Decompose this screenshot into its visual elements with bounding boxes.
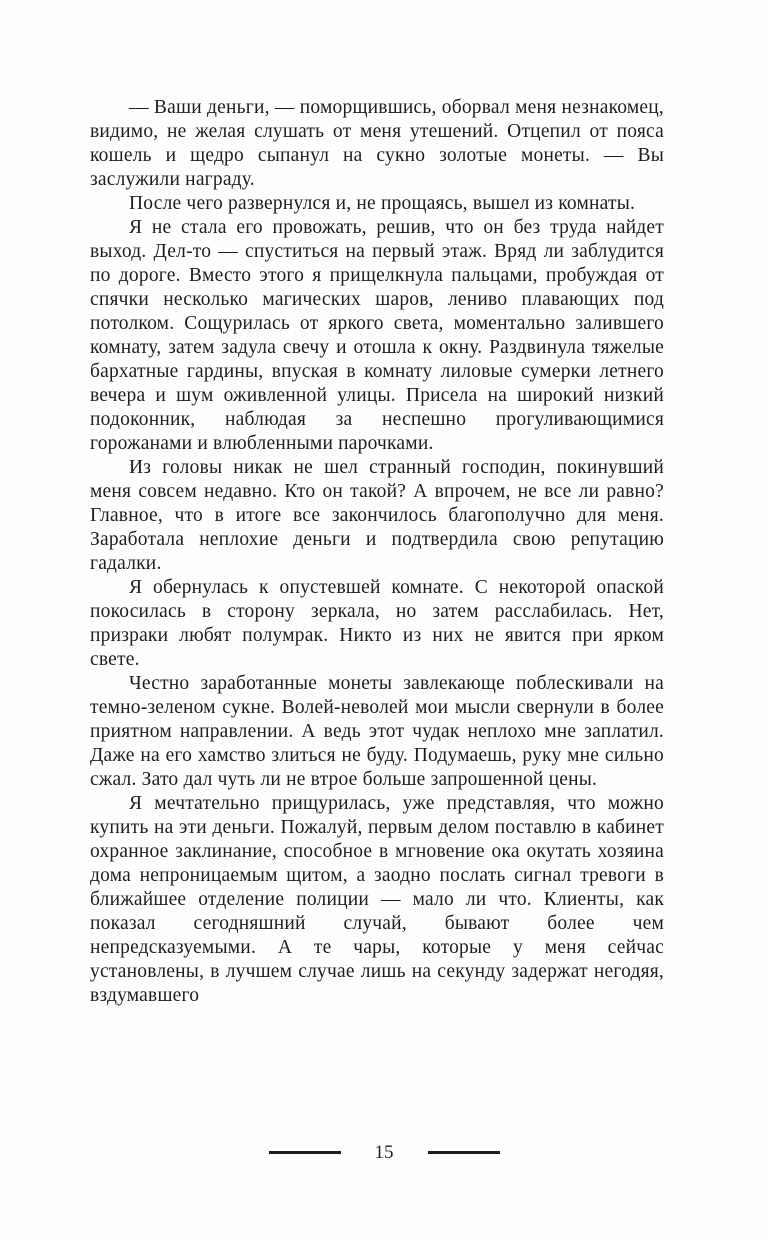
- paragraph: Из головы никак не шел странный господин, покинувший меня совсем недавно. Кто он такой? А впрочем, не все ли равно? Главное, что в итоге все закончилось благополучно для меня. Заработала неплохие деньги и подтвердила свою репутацию гадалки.: [90, 457, 664, 574]
- paragraph: — Ваши деньги, — поморщившись, оборвал меня незнакомец, видимо, не желая слушать от меня утешений. Отцепил от пояса кошель и щедро сыпанул на сукно золотые монеты. — Вы заслужили награду.: [90, 97, 664, 190]
- paragraph: Честно заработанные монеты завлекающе поблескивали на темно-зеленом сукне. Волей-неволей мои мысли свернули в более приятном направлении. А ведь этот чудак неплохо мне заплатил. Даже на его хамство злиться не буду. Подумаешь, руку мне сильно сжал. Зато дал чуть ли не втрое больше запрошенной цены.: [90, 673, 664, 790]
- paragraph: Я обернулась к опустевшей комнате. С некоторой опаской покосилась в сторону зеркала, но затем расслабилась. Нет, призраки любят полумрак. Никто из них не явится при ярком свете.: [90, 577, 664, 670]
- paragraph: Я не стала его провожать, решив, что он без труда найдет выход. Дел-то — спуститься на первый этаж. Вряд ли заблудится по дороге. Вместо этого я прищелкнула пальцами, пробуждая от спячки несколько магических шаров, лениво плавающих под потолком. Сощурилась от яркого света, моментально залившего комнату, затем задула свечу и отошла к окну. Раздвинула тяжелые бархатные гардины, впуская в комнату лиловые сумерки летнего вечера и шум оживленной улицы. Присела на широкий низкий подоконник, наблюдая за неспешно прогуливающимися горожанами и влюбленными парочками.: [90, 217, 664, 454]
- paragraph: Я мечтательно прищурилась, уже представляя, что можно купить на эти деньги. Пожалуй, первым делом поставлю в кабинет охранное заклинание, способное в мгновение ока окутать хозяина дома непроницаемым щитом, а заодно послать сигнал тревоги в ближайшее отделение полиции — мало ли что. Клиенты, как показал сегодняшний случай, бывают более чем непредсказуемыми. А те чары, которые у меня сейчас установлены, в лучшем случае лишь на секунду задержат негодяя, вздумавшего: [90, 793, 664, 1006]
- page-footer: [0, 1143, 768, 1162]
- paragraph: После чего развернулся и, не прощаясь, вышел из комнаты.: [129, 193, 636, 214]
- footer-rule-right: [428, 1151, 500, 1154]
- footer-rule-left: [269, 1151, 341, 1154]
- text-block: [90, 96, 664, 1008]
- page-number: 15: [374, 1142, 394, 1163]
